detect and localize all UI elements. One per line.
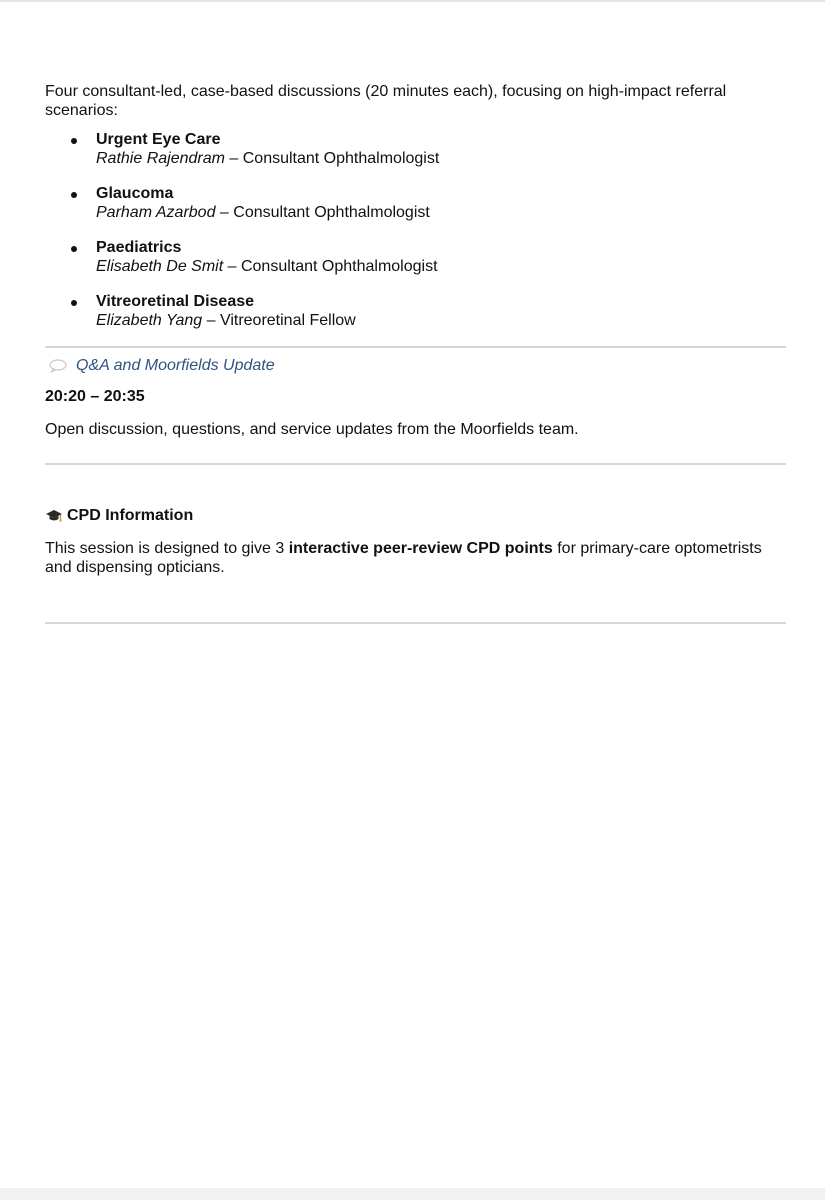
bullet-icon: [71, 192, 77, 198]
list-item: [45, 130, 786, 168]
session-list: [45, 130, 786, 330]
speaker-name: Elizabeth Yang: [96, 312, 203, 329]
speaker-role: – Consultant Ophthalmologist: [223, 258, 438, 275]
session-speaker-line: [96, 149, 786, 168]
cpd-points-highlight: interactive peer-review CPD points: [288, 540, 553, 557]
graduation-cap-icon: [45, 508, 63, 524]
bullet-icon: [71, 300, 77, 306]
session-topic: Paediatrics: [96, 239, 182, 256]
section-divider: [45, 346, 786, 348]
cpd-text-start: This session is designed to give 3: [45, 540, 289, 557]
speech-bubble-icon: [49, 359, 67, 373]
speaker-name: Rathie Rajendram: [96, 150, 225, 167]
speaker-role: – Consultant Ophthalmologist: [224, 150, 440, 167]
section-divider: [45, 622, 786, 624]
cpd-heading: [45, 506, 786, 525]
qa-time: 20:20 – 20:35: [45, 388, 145, 405]
speaker-name: Elisabeth De Smit: [96, 258, 224, 275]
speaker-role: – Vitreoretinal Fellow: [202, 312, 356, 329]
session-topic: Vitreoretinal Disease: [96, 293, 255, 310]
cpd-title: CPD Information: [67, 507, 194, 524]
speaker-name: Parham Azarbod: [96, 204, 216, 221]
session-topic: Urgent Eye Care: [96, 131, 221, 148]
session-speaker-line: [96, 257, 786, 276]
session-speaker-line: [96, 311, 786, 330]
qa-heading: [45, 356, 786, 375]
session-topic: Glaucoma: [96, 185, 174, 202]
document-content: [45, 82, 786, 624]
cpd-text-end: for primary-care optometrists and dispensing opticians.: [45, 540, 762, 576]
cpd-description: [45, 539, 786, 577]
list-item: [45, 238, 786, 276]
speaker-role: – Consultant Ophthalmologist: [215, 204, 430, 221]
list-item: [45, 184, 786, 222]
list-item: [45, 292, 786, 330]
section-divider: [45, 463, 786, 465]
qa-title: Q&A and Moorfields Update: [76, 357, 275, 374]
bullet-icon: [71, 246, 77, 252]
session-speaker-line: [96, 203, 786, 222]
bullet-icon: [71, 138, 77, 144]
sessions-intro: Four consultant-led, case-based discussions (20 minutes each), focusing on high-impact referral scenarios:: [45, 83, 727, 119]
qa-description: Open discussion, questions, and service updates from the Moorfields team.: [45, 421, 579, 438]
